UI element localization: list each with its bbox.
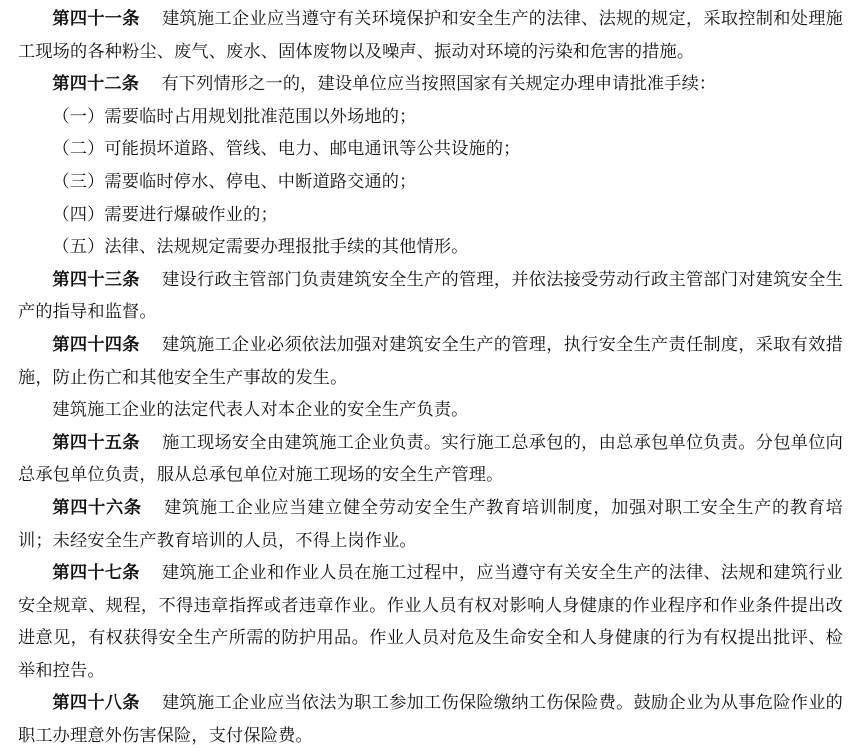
article-text: 建筑施工企业应当依法为职工参加工伤保险缴纳工伤保险费。鼓励企业为从事危险作业的职工办理意外伤害保险，支付保险费。 xyxy=(18,693,843,747)
article-47 xyxy=(18,557,843,687)
article-number: 第四十四条 xyxy=(52,334,140,355)
article-text: 有下列情形之一的，建设单位应当按照国家有关规定办理申请批准手续： xyxy=(161,74,717,95)
article-43 xyxy=(18,264,843,329)
article-42-item-3: （三）需要临时停水、停电、中断道路交通的； xyxy=(52,171,417,192)
law-document xyxy=(18,3,843,753)
article-text: 建筑施工企业和作业人员在施工过程中，应当遵守有关安全生产的法律、法规和建筑行业安全规章、规程，不得违章指挥或者违章作业。作业人员有权对影响人身健康的作业程序和作业条件提出改进意见，有权获得安全生产所需的防护用品。作业人员对危及生命安全和人身健康的行为有权提出批评、检举和控告。 xyxy=(18,563,843,681)
article-number: 第四十五条 xyxy=(52,432,140,453)
article-number: 第四十六条 xyxy=(52,497,142,518)
article-text: 建筑施工企业必须依法加强对建筑安全生产的管理，执行安全生产责任制度，采取有效措施，防止伤亡和其他安全生产事故的发生。 xyxy=(18,334,843,388)
article-number: 第四十一条 xyxy=(52,9,140,29)
article-41 xyxy=(18,3,843,68)
article-42-item-5: （五）法律、法规规定需要办理报批手续的其他情形。 xyxy=(52,237,469,258)
article-number: 第四十八条 xyxy=(52,693,140,714)
article-44 xyxy=(18,329,843,394)
article-42 xyxy=(18,68,843,101)
article-text: 建筑施工企业应当建立健全劳动安全生产教育培训制度，加强对职工安全生产的教育培训；未经安全生产教育培训的人员，不得上岗作业。 xyxy=(18,497,843,551)
article-text: 建筑施工企业应当遵守有关环境保护和安全生产的法律、法规的规定，采取控制和处理施工现场的各种粉尘、废气、废水、固体废物以及噪声、振动对环境的污染和危害的措施。 xyxy=(18,9,843,62)
article-46 xyxy=(18,492,843,557)
article-42-item-4: （四）需要进行爆破作业的； xyxy=(52,204,278,225)
article-48 xyxy=(18,687,843,752)
article-text: 施工现场安全由建筑施工企业负责。实行施工总承包的，由总承包单位负责。分包单位向总承包单位负责，服从总承包单位对施工现场的安全生产管理。 xyxy=(18,432,843,486)
article-number: 第四十二条 xyxy=(52,74,140,95)
article-42-item-1: （一）需要临时占用规划批准范围以外场地的； xyxy=(52,106,417,127)
article-text: 建设行政主管部门负责建筑安全生产的管理，并依法接受劳动行政主管部门对建筑安全生产的指导和监督。 xyxy=(18,269,843,323)
article-number: 第四十三条 xyxy=(52,269,140,290)
article-number: 第四十七条 xyxy=(52,563,140,584)
article-45 xyxy=(18,427,843,492)
article-42-item-2: （二）可能损坏道路、管线、电力、邮电通讯等公共设施的； xyxy=(52,139,521,160)
article-44-extra: 建筑施工企业的法定代表人对本企业的安全生产负责。 xyxy=(52,400,469,421)
